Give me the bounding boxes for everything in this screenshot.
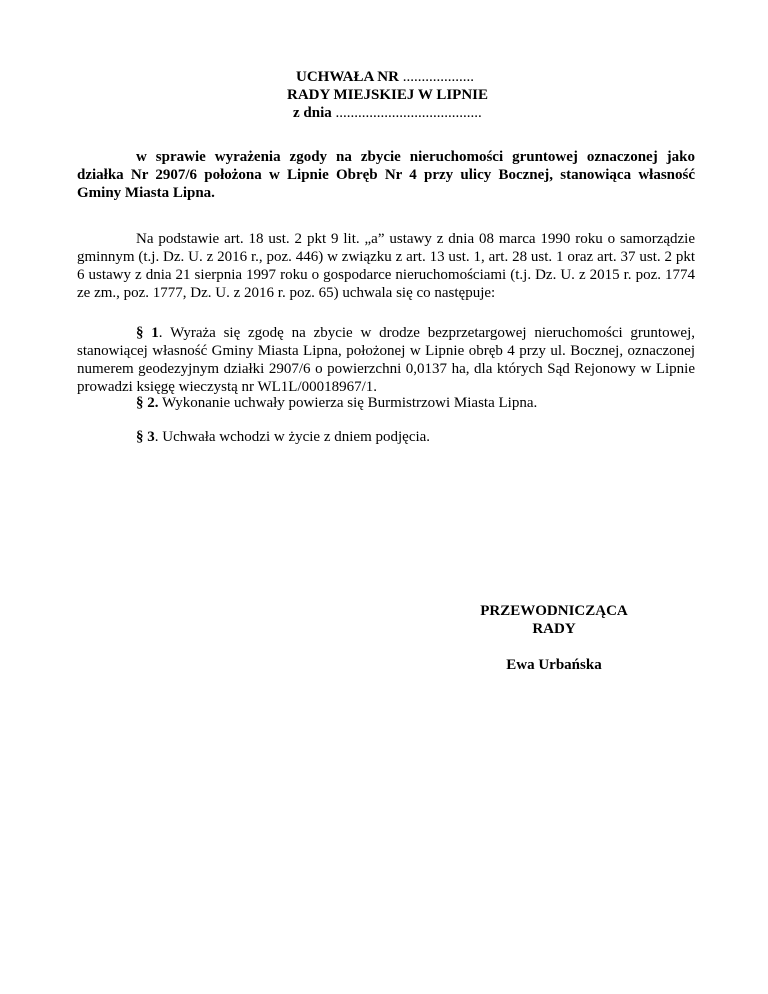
paragraph-1-mark: § 1 bbox=[136, 325, 159, 341]
paragraph-2-mark: § 2. bbox=[136, 395, 159, 411]
paragraph-1-text: . Wyraża się zgodę na zbycie w drodze bezprzetargowej nieruchomości gruntowej, stanowiącej własność Gminy Miasta Lipna, położonej w Lipnie obręb 4 przy ul. Bocznej, oznaczonej numerem geodezyjnym działki 2907/6 o powierzchni 0,0137 ha, dla których Sąd Rejonowy w Lipnie prowadzi księgę wieczystą nr WL1L/00018967/1. bbox=[77, 325, 696, 395]
resolution-number-placeholder: ................... bbox=[402, 69, 474, 85]
paragraph-2 bbox=[77, 394, 695, 412]
signatory-name: Ewa Urbańska bbox=[506, 657, 602, 673]
resolution-number-line bbox=[0, 68, 768, 86]
resolution-number-label: UCHWAŁA NR bbox=[296, 69, 403, 85]
paragraph-3-mark: § 3 bbox=[136, 429, 155, 445]
resolution-header bbox=[0, 68, 768, 122]
resolution-subject: w sprawie wyrażenia zgody na zbycie nieruchomości gruntowej oznaczonej jako działka Nr 2907/6 położona w Lipnie Obręb Nr 4 przy ulicy Bocznej, stanowiąca własność Gminy Miasta Lipna. bbox=[77, 149, 695, 201]
paragraph-3 bbox=[77, 428, 695, 446]
resolution-date-line bbox=[0, 104, 768, 122]
paragraph-1 bbox=[77, 324, 695, 396]
signature-title-line1: PRZEWODNICZĄCA bbox=[480, 603, 628, 619]
signature-title-line2: RADY bbox=[532, 621, 576, 637]
legal-basis: Na podstawie art. 18 ust. 2 pkt 9 lit. „a” ustawy z dnia 08 marca 1990 roku o samorządzie gminnym (t.j. Dz. U. z 2016 r., poz. 446) w związku z art. 13 ust. 1, art. 28 ust. 1 oraz art. 37 ust. 2 pkt 6 ustawy z dnia 21 sierpnia 1997 roku o gospodarce nieruchomościami (t.j. Dz. U. z 2015 r. poz. 1774 ze zm., poz. 1777, Dz. U. z 2016 r. poz. 65) uchwala się co następuje: bbox=[77, 231, 695, 301]
council-name: RADY MIEJSKIEJ W LIPNIE bbox=[287, 87, 489, 103]
paragraph-3-text: . Uchwała wchodzi w życie z dniem podjęcia. bbox=[154, 429, 431, 445]
resolution-date-label: z dnia bbox=[293, 105, 336, 121]
paragraph-2-text: Wykonanie uchwały powierza się Burmistrzowi Miasta Lipna. bbox=[158, 395, 538, 411]
signature-block bbox=[474, 602, 634, 674]
resolution-date-placeholder: ....................................... bbox=[335, 105, 482, 121]
